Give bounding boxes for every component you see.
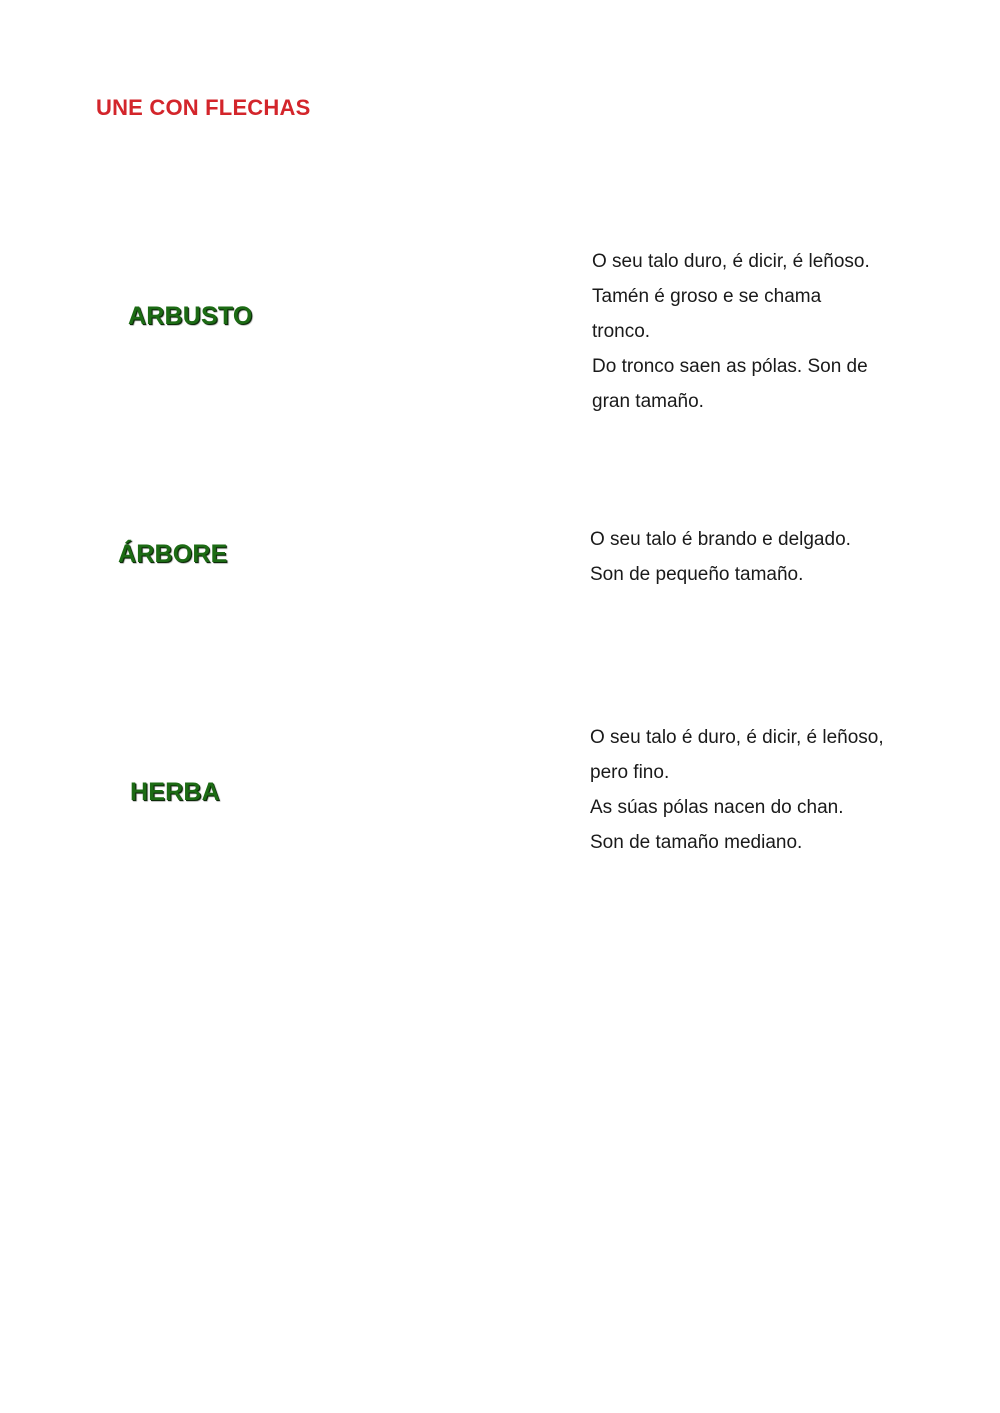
description-line: O seu talo duro, é dicir, é leñoso. bbox=[592, 251, 870, 272]
description-line: tronco. bbox=[592, 321, 651, 342]
description-line: O seu talo é brando e delgado. bbox=[590, 529, 851, 550]
description-line: O seu talo é duro, é dicir, é leñoso, bbox=[590, 727, 884, 748]
description-2[interactable] bbox=[590, 522, 930, 592]
term-arbore[interactable]: ÁRBORE bbox=[118, 540, 228, 568]
description-line: pero fino. bbox=[590, 762, 670, 783]
description-1[interactable] bbox=[592, 244, 932, 419]
description-line: gran tamaño. bbox=[592, 391, 704, 412]
description-line: As súas pólas nacen do chan. bbox=[590, 797, 844, 818]
description-line: Son de tamaño mediano. bbox=[590, 832, 803, 853]
page-title: UNE CON FLECHAS bbox=[96, 95, 311, 120]
description-line: Tamén é groso e se chama bbox=[592, 286, 822, 307]
term-arbusto[interactable]: ARBUSTO bbox=[128, 302, 253, 330]
term-herba[interactable]: HERBA bbox=[130, 778, 220, 806]
description-line: Do tronco saen as pólas. Son de bbox=[592, 356, 868, 377]
description-line: Son de pequeño tamaño. bbox=[590, 564, 804, 585]
description-3[interactable] bbox=[590, 720, 930, 860]
